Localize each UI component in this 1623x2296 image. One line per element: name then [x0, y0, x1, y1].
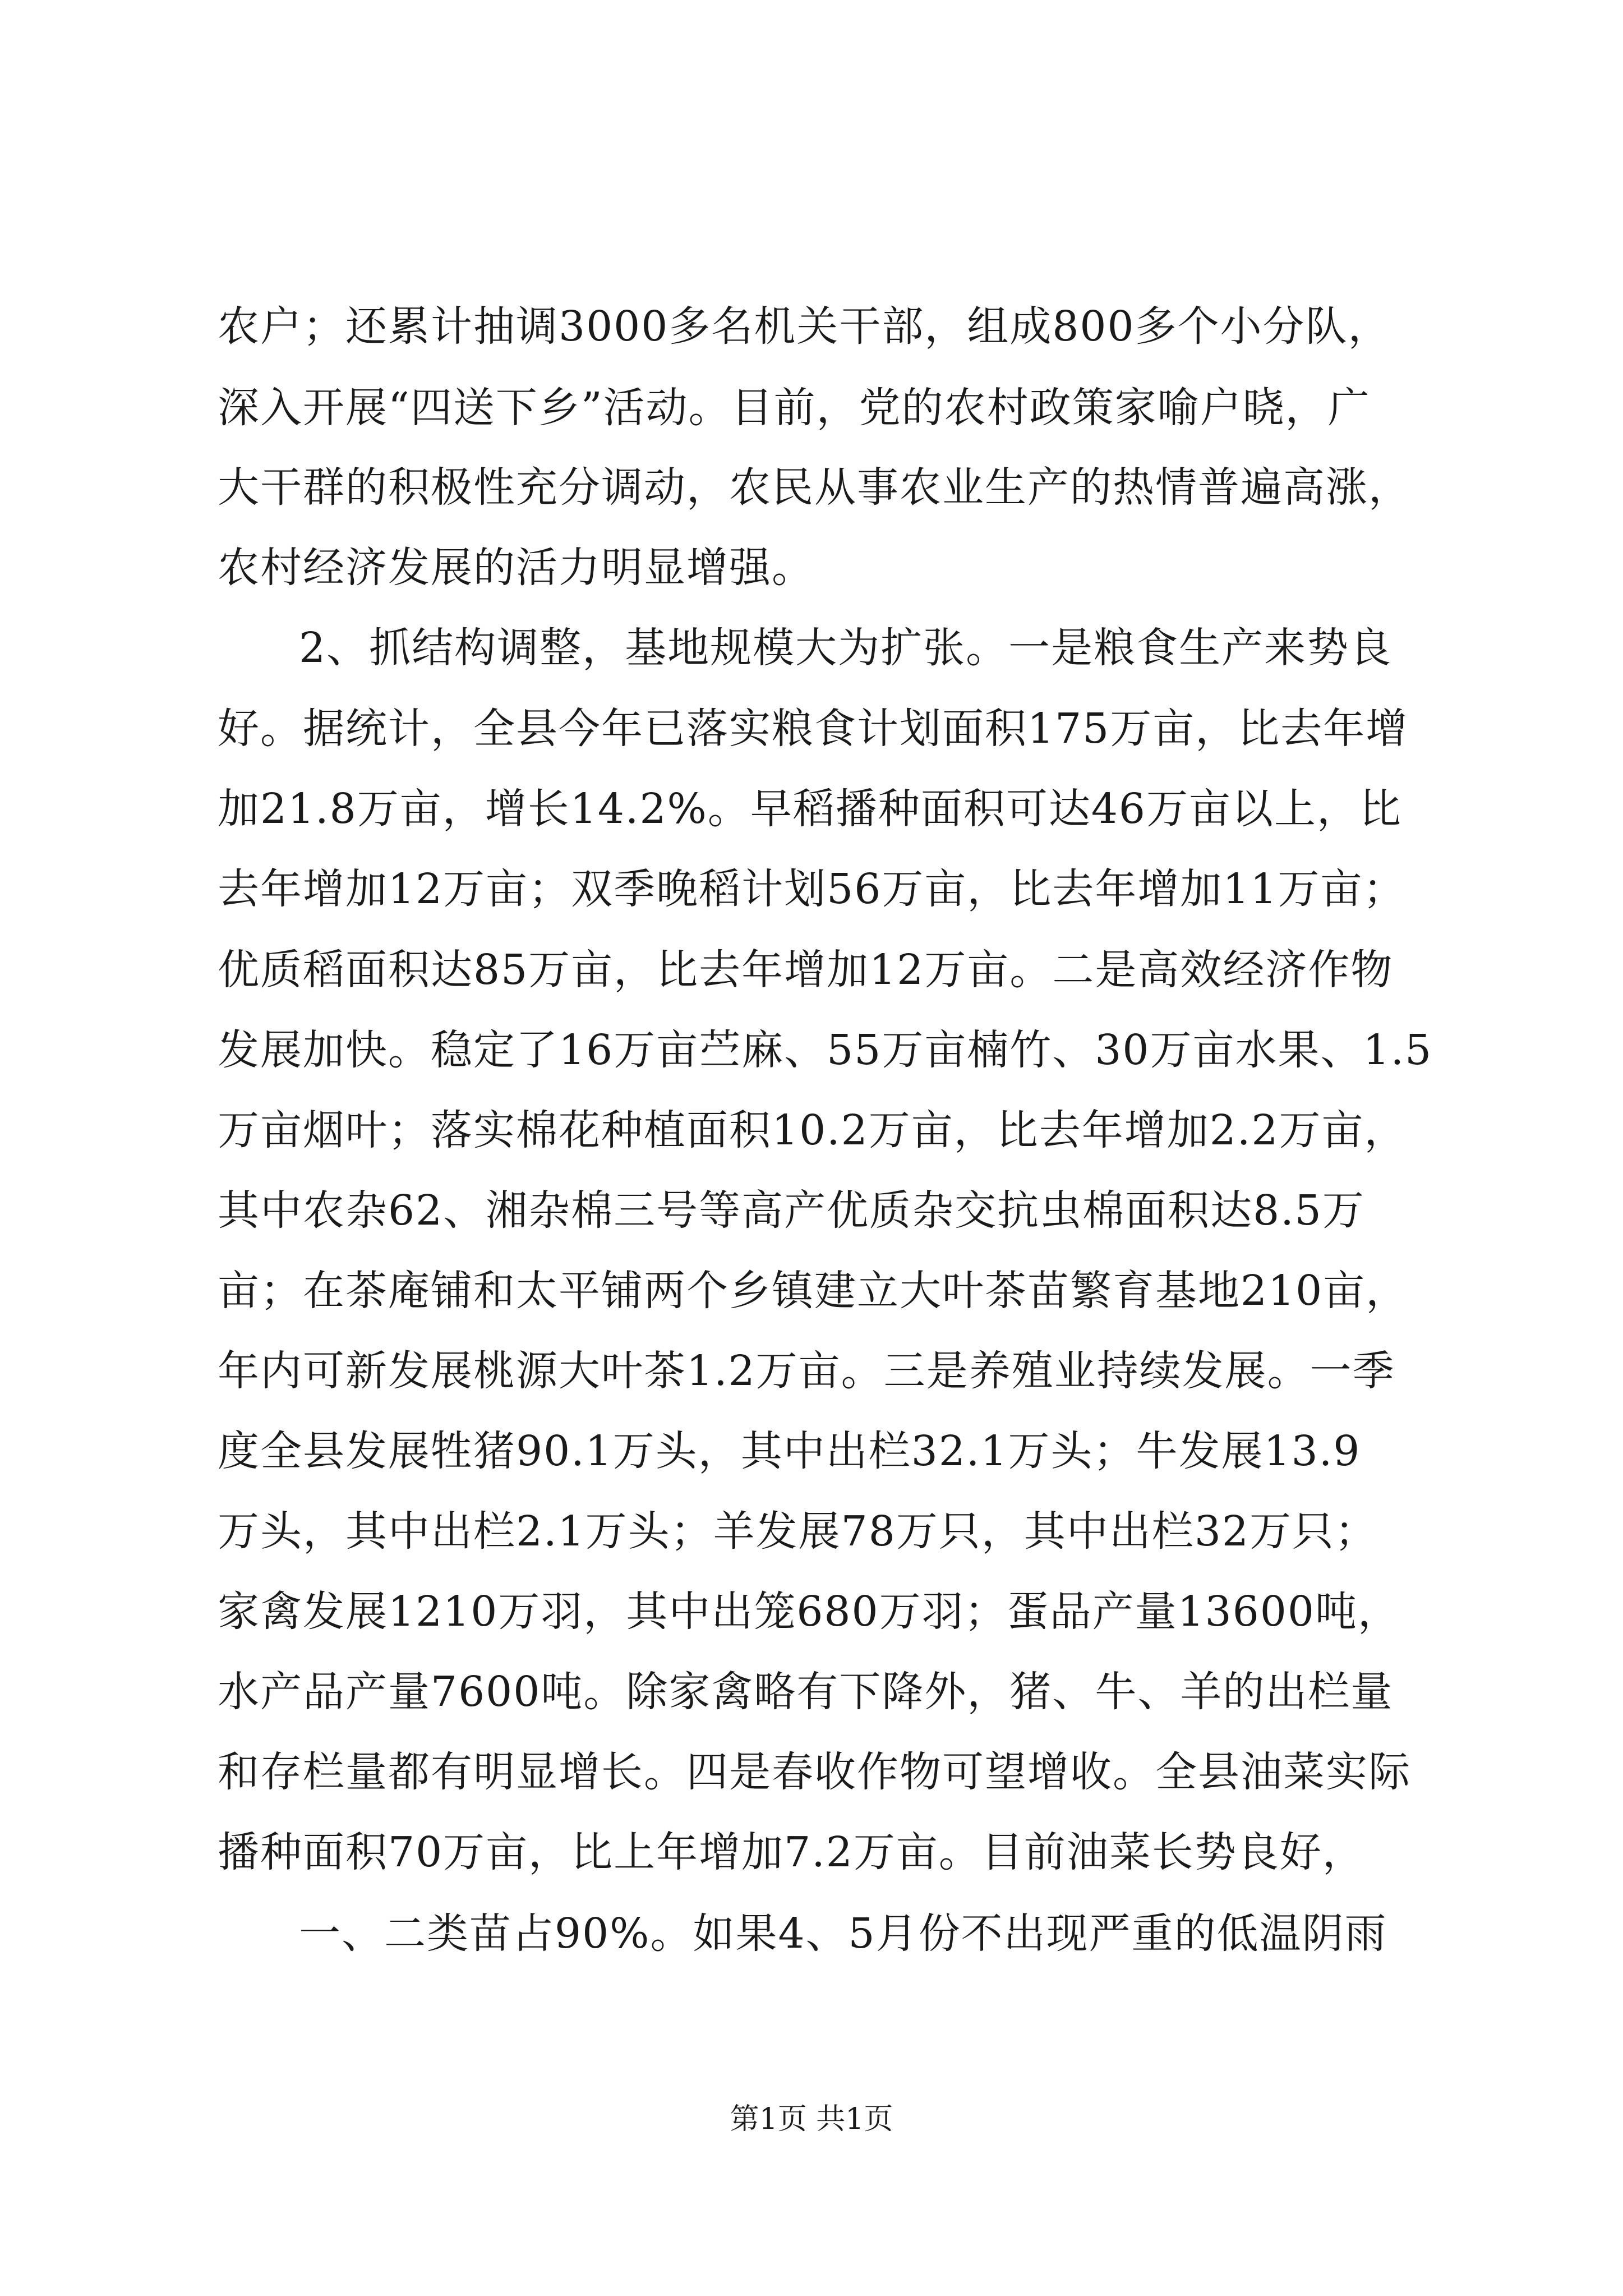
text-line: 发展加快。稳定了16万亩苎麻、55万亩楠竹、30万亩水果、1.5: [218, 1026, 1433, 1074]
text-line: 播种面积70万亩，比上年增加7.2万亩。目前油菜长势良好，: [218, 1828, 1365, 1876]
text-line: 深入开展“四送下乡”活动。目前，党的农村政策家喻户晓，广: [218, 384, 1371, 432]
text-line: 水产品产量7600吨。除家禽略有下降外，猪、牛、羊的出栏量: [218, 1668, 1394, 1716]
text-line: 大干群的积极性充分调动，农民从事农业生产的热情普遍高涨，: [218, 463, 1411, 512]
text-line: 万头，其中出栏2.1万头；羊发展78万只，其中出栏32万只；: [218, 1507, 1378, 1556]
text-line: 万亩烟叶；落实棉花种植面积10.2万亩，比去年增加2.2万亩，: [218, 1106, 1407, 1154]
text-line: 年内可新发展桃源大叶茶1.2万亩。三是养殖业持续发展。一季: [218, 1347, 1395, 1395]
paragraph-first-line: 2、抓结构调整，基地规模大为扩张。一是粮食生产来势良: [299, 624, 1393, 672]
text-line: 家禽发展1210万羽，其中出笼680万羽；蛋品产量13600吨，: [218, 1588, 1400, 1636]
text-line: 农村经济发展的活力明显增强。: [218, 544, 814, 592]
paragraph-first-line: 一、二类苗占90%。如果4、5月份不出现严重的低温阴雨: [299, 1910, 1387, 1958]
text-line: 亩；在茶庵铺和太平铺两个乡镇建立大叶茶苗繁育基地210亩，: [218, 1267, 1409, 1315]
text-line: 加21.8万亩，增长14.2%。早稻播种面积可达46万亩以上，比: [218, 785, 1403, 833]
text-line: 其中农杂62、湘杂棉三号等高产优质杂交抗虫棉面积达8.5万: [218, 1186, 1365, 1235]
text-line: 和存栏量都有明显增长。四是春收作物可望增收。全县油菜实际: [218, 1748, 1411, 1796]
text-line: 优质稻面积达85万亩，比去年增加12万亩。二是高效经济作物: [218, 946, 1394, 994]
text-line: 农户；还累计抽调3000多名机关干部，组成800多个小分队，: [218, 302, 1391, 351]
text-line: 好。据统计，全县今年已落实粮食计划面积175万亩，比去年增: [218, 705, 1409, 753]
text-line: 去年增加12万亩；双季晚稻计划56万亩，比去年增加11万亩；: [218, 865, 1406, 913]
page-footer: 第1页 共1页: [730, 2102, 893, 2136]
text-line: 度全县发展牲猪90.1万头，其中出栏32.1万头；牛发展13.9: [218, 1427, 1361, 1475]
